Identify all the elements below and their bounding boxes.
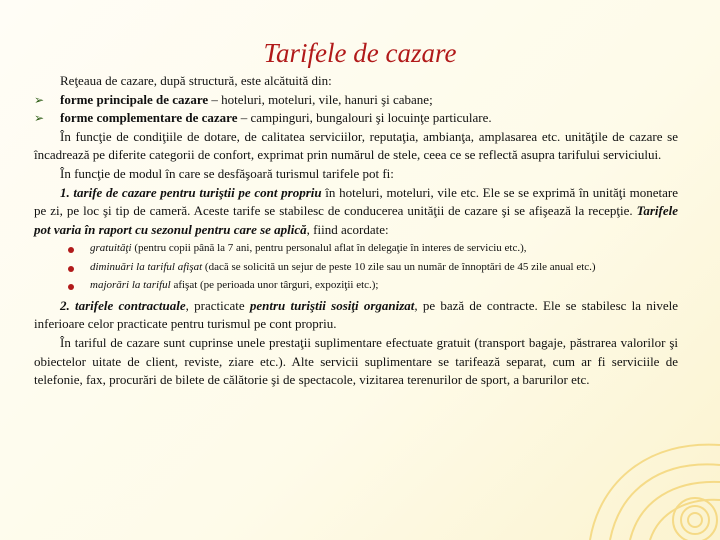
tariff-type-2: 2. tarifele contractuale, practicate pentru turiştii sosiţi organizat, pe bază de contracte. Ele se stabilesc la nivele inferioare celor practicate pentru turismul pe cont propriu. — [34, 297, 679, 332]
list-item: gratuităţi (pentru copii până la 7 ani, pentru personalul aflat în delegaţie în interes de serviciu etc.), — [34, 241, 678, 257]
arrow-bullet-icon: ➢ — [34, 111, 45, 126]
list-item: ➢ forme complementare de cazare – campinguri, bungalouri şi locuinţe particulare. — [34, 109, 678, 128]
bullet-icon — [68, 284, 74, 290]
list-item: majorări la tariful afişat (pe perioada unor târguri, expoziţii etc.); — [34, 278, 678, 294]
list-item: ➢ forme principale de cazare – hoteluri, moteluri, vile, hanuri şi cabane; — [34, 91, 678, 110]
document-body — [34, 72, 678, 390]
tariff-type-1: 1. tarife de cazare pentru turiştii pe cont propriu în hoteluri, moteluri, vile etc. Ele se se exprimă în unităţi monetare pe zi, pe loc şi tip de cameră. Aceste tarife se stabilesc de conducerea unităţii de cazare şi se afişează la recepţie. Tarifele pot varia în raport cu sezonul pentru care se aplică, fiind acordate: — [34, 184, 678, 237]
page-title: Tarifele de cazare — [263, 38, 457, 68]
decorative-swirl — [490, 370, 720, 540]
arrow-bullet-icon: ➢ — [34, 92, 45, 107]
sub-list — [34, 241, 678, 294]
bullet-icon — [68, 247, 74, 253]
intro-text: Reţeaua de cazare, după structură, este alcătuită din: — [60, 73, 332, 88]
list-item: diminuări la tariful afişat (dacă se solicită un sejur de peste 10 zile sau un număr de înnoptări de 45 zile anual etc.) — [34, 260, 678, 276]
paragraph-extra-services: În tariful de cazare sunt cuprinse unele prestaţii suplimentare efectuate gratuit (transport bagaje, păstrarea valorilor şi obiectelor uitate de client, reviste, ziare etc.). Alte servicii suplimentare se tarifează separat, cum ar fi serviciile de telefonie, fax, procurări de bilete de călătorie şi de spectacole, vizitarea terenurilor de sport, a barurilor etc. — [34, 335, 678, 388]
paragraph-conditions: În funcţie de condiţiile de dotare, de calitatea serviciilor, reputaţia, ambianţa, amplasarea etc. unităţile de cazare se încadrează pe diferite categorii de confort, exprimat prin numărul de stele, ceea ce se reflectă asupra tarifului serviciului. — [34, 128, 678, 163]
paragraph-mode: În funcţie de modul în care se desfăşoară turismul tarifele pot fi: — [60, 165, 394, 181]
bullet-icon — [68, 266, 74, 272]
